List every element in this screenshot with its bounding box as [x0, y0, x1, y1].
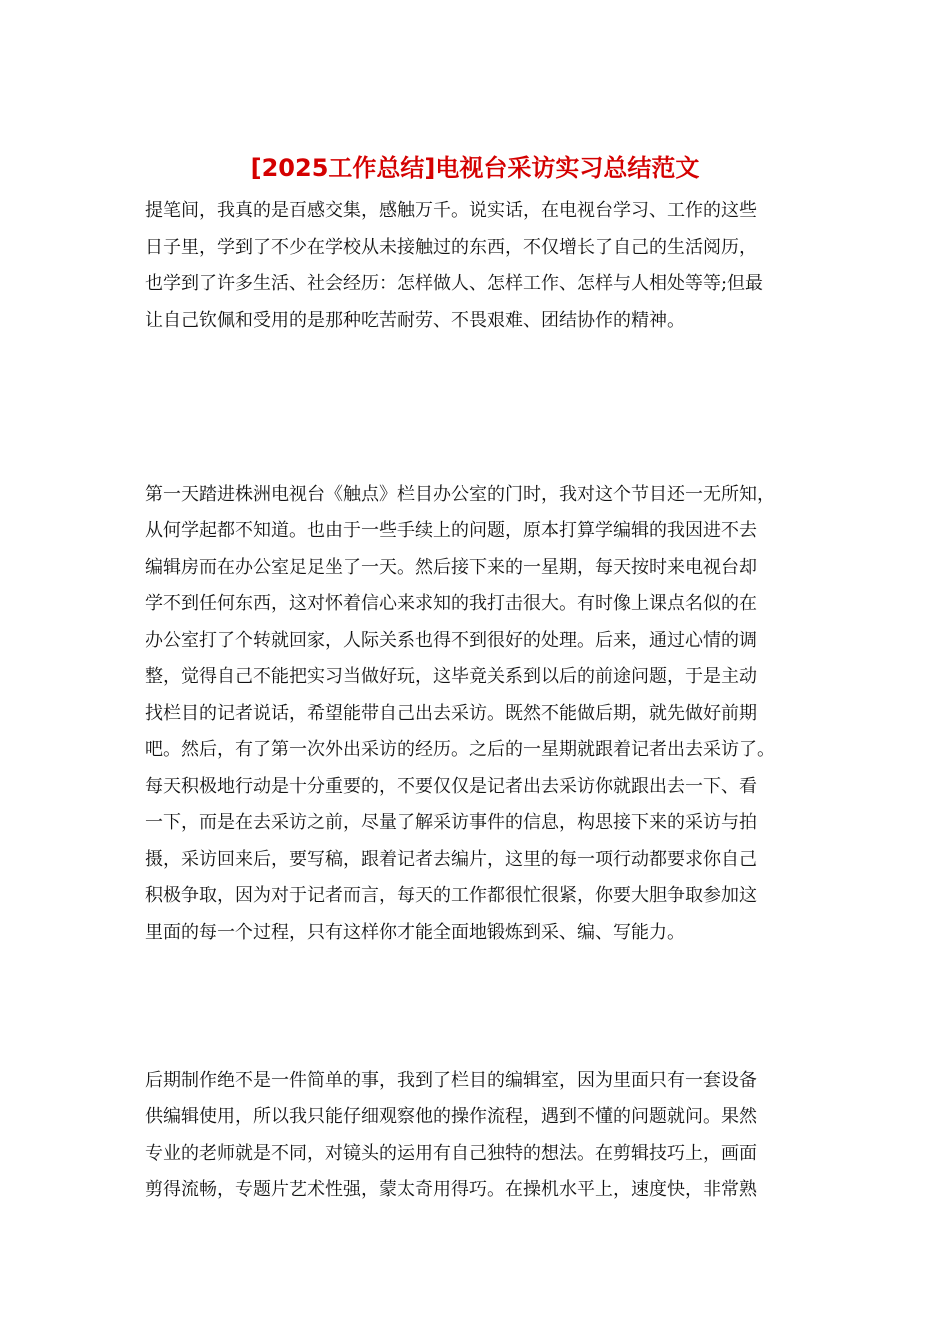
paragraph-line: 让自己钦佩和受用的是那种吃苦耐劳、不畏艰难、团结协作的精神。: [145, 310, 685, 331]
paragraph-line: 吧。然后，有了第一次外出采访的经历。之后的一星期就跟着记者出去采访了。: [145, 739, 775, 760]
paragraph-line: 摄，采访回来后，要写稿，跟着记者去编片，这里的每一项行动都要求你自己: [145, 849, 757, 870]
paragraph-line: 后期制作绝不是一件简单的事，我到了栏目的编辑室，因为里面只有一套设备: [145, 1070, 757, 1091]
paragraph-line: 每天积极地行动是十分重要的，不要仅仅是记者出去采访你就跟出去一下、看: [145, 776, 757, 797]
paragraph-line: 里面的每一个过程，只有这样你才能全面地锻炼到采、编、写能力。: [145, 922, 685, 943]
paragraph-line: 整，觉得自己不能把实习当做好玩，这毕竟关系到以后的前途问题，于是主动: [145, 666, 757, 687]
paragraph-line: 从何学起都不知道。也由于一些手续上的问题，原本打算学编辑的我因进不去: [145, 520, 757, 541]
paragraph-line: 学不到任何东西，这对怀着信心来求知的我打击很大。有时像上课点名似的在: [145, 593, 757, 614]
paragraph-line: 提笔间，我真的是百感交集，感触万千。说实话，在电视台学习、工作的这些: [145, 200, 757, 221]
paragraph-line: 找栏目的记者说话，希望能带自己出去采访。既然不能做后期，就先做好前期: [145, 703, 757, 724]
paragraph-line: 日子里，学到了不少在学校从未接触过的东西，不仅增长了自己的生活阅历，: [145, 237, 757, 258]
paragraph-line: 一下，而是在去采访之前，尽量了解采访事件的信息，构思接下来的采访与拍: [145, 812, 757, 833]
paragraph-line: 也学到了许多生活、社会经历：怎样做人、怎样工作、怎样与人相处等等;但最: [145, 273, 764, 294]
paragraph-line: 编辑房而在办公室足足坐了一天。然后接下来的一星期，每天按时来电视台却: [145, 557, 757, 578]
paragraph-line: 第一天踏进株洲电视台《触点》栏目办公室的门时，我对这个节目还一无所知，: [145, 484, 775, 505]
paragraph-line: 供编辑使用，所以我只能仔细观察他的操作流程，遇到不懂的问题就问。果然: [145, 1106, 757, 1127]
paragraph-line: 办公室打了个转就回家，人际关系也得不到很好的处理。后来，通过心情的调: [145, 630, 757, 651]
paragraph-line: 专业的老师就是不同，对镜头的运用有自己独特的想法。在剪辑技巧上，画面: [145, 1143, 757, 1164]
document-title: [2025工作总结]电视台采访实习总结范文: [250, 154, 700, 182]
paragraph-line: 积极争取，因为对于记者而言，每天的工作都很忙很紧，你要大胆争取参加这: [145, 885, 757, 906]
paragraph-line: 剪得流畅，专题片艺术性强，蒙太奇用得巧。在操机水平上，速度快，非常熟: [145, 1179, 757, 1200]
